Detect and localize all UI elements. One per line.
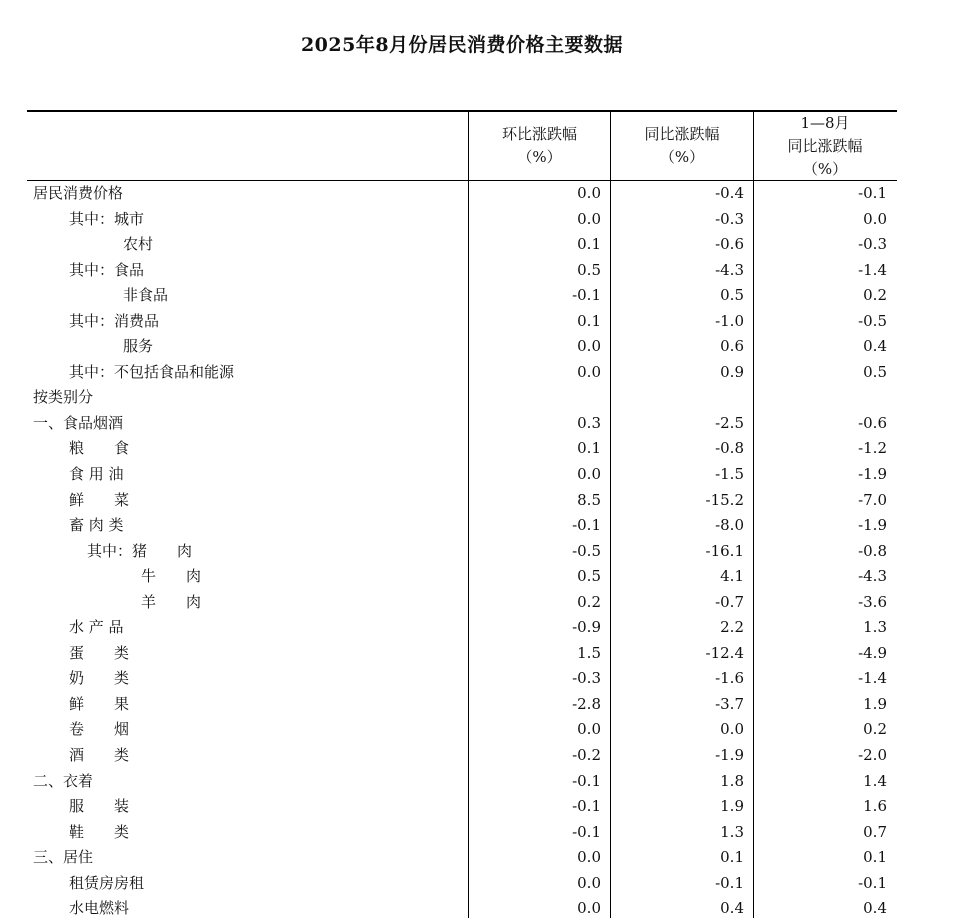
row-label: 一、食品烟酒 (33, 413, 124, 432)
mom-value: 8.5 (577, 490, 601, 509)
mom-value: -0.1 (572, 286, 601, 305)
row-label: 三、居住 (33, 848, 94, 867)
mom-value: 0.3 (577, 413, 601, 432)
yoy-value: -0.8 (715, 439, 744, 458)
mom-value: -0.1 (572, 771, 601, 790)
mom-value: 0.5 (577, 567, 601, 586)
yoy-value: 0.9 (720, 362, 744, 381)
yoy-value: -8.0 (715, 516, 744, 535)
table-row (27, 283, 897, 309)
row-label: 按类别分 (33, 388, 94, 407)
mom-value: 0.0 (577, 362, 601, 381)
ytd-value: 0.5 (863, 362, 887, 381)
mom-value: 0.0 (577, 873, 601, 892)
table-row (27, 666, 897, 692)
ytd-value: -1.9 (858, 465, 887, 484)
yoy-value: 0.5 (720, 286, 744, 305)
table-row (27, 896, 897, 922)
mom-value: 0.0 (577, 209, 601, 228)
mom-value: -0.3 (572, 669, 601, 688)
row-label: 奶 类 (69, 669, 130, 688)
yoy-value: 0.4 (720, 899, 744, 918)
mom-value: 0.0 (577, 848, 601, 867)
ytd-value: -0.1 (858, 873, 887, 892)
table-body (27, 181, 897, 922)
row-label: 其中：食品 (69, 260, 145, 279)
ytd-value: -4.9 (858, 643, 887, 662)
mom-value: 0.1 (577, 311, 601, 330)
table-row (27, 769, 897, 795)
yoy-value: -15.2 (705, 490, 744, 509)
row-label: 鞋 类 (69, 822, 130, 841)
ytd-value: 0.0 (863, 209, 887, 228)
table-row (27, 820, 897, 846)
yoy-value: -1.6 (715, 669, 744, 688)
yoy-value: -1.9 (715, 746, 744, 765)
yoy-value: -0.1 (715, 873, 744, 892)
table-row (27, 207, 897, 233)
table-row (27, 845, 897, 871)
ytd-value: -1.4 (858, 669, 887, 688)
mom-value: 0.0 (577, 184, 601, 202)
row-label: 其中：不包括食品和能源 (69, 362, 235, 381)
yoy-value: -16.1 (705, 541, 744, 560)
yoy-value: 1.9 (720, 797, 744, 816)
yoy-value: 0.0 (720, 720, 744, 739)
yoy-value: -0.4 (715, 184, 744, 202)
table-row (27, 385, 897, 411)
table-row (27, 564, 897, 590)
row-label: 服务 (123, 337, 154, 356)
row-label: 蛋 类 (69, 643, 130, 662)
ytd-value: 0.4 (863, 337, 887, 356)
ytd-value: 0.4 (863, 899, 887, 918)
ytd-value: -0.1 (858, 184, 887, 202)
mom-value: 0.0 (577, 337, 601, 356)
page-title: 2025年8月份居民消费价格主要数据 (300, 34, 624, 56)
yoy-value: 0.1 (720, 848, 744, 867)
ytd-value: -4.3 (858, 567, 887, 586)
row-label: 农村 (123, 235, 154, 254)
mom-value: 0.5 (577, 260, 601, 279)
header-yoy-change: 同比涨跌幅 （%） (644, 125, 720, 166)
ytd-value: 1.9 (863, 694, 887, 713)
ytd-value: 0.7 (863, 822, 887, 841)
yoy-value: 1.3 (720, 822, 744, 841)
ytd-value: -0.6 (858, 413, 887, 432)
ytd-value: 1.4 (863, 771, 887, 790)
yoy-value: -1.0 (715, 311, 744, 330)
table-row (27, 334, 897, 360)
ytd-value: -1.4 (858, 260, 887, 279)
yoy-value: -1.5 (715, 465, 744, 484)
yoy-value: -0.6 (715, 235, 744, 254)
ytd-value: 1.6 (863, 797, 887, 816)
table-row (27, 641, 897, 667)
ytd-value: 0.2 (863, 286, 887, 305)
row-label: 居民消费价格 (33, 184, 124, 202)
row-label: 食 用 油 (69, 465, 124, 484)
table-row (27, 590, 897, 616)
table-row (27, 513, 897, 539)
row-label: 水 产 品 (69, 618, 124, 637)
row-label: 酒 类 (69, 746, 130, 765)
ytd-value: -3.6 (858, 592, 887, 611)
mom-value: 0.0 (577, 720, 601, 739)
row-label: 鲜 菜 (69, 490, 130, 509)
table-row (27, 539, 897, 565)
table-row (27, 181, 897, 207)
mom-value: 0.1 (577, 439, 601, 458)
ytd-value: -7.0 (858, 490, 887, 509)
table-row (27, 692, 897, 718)
mom-value: -0.1 (572, 516, 601, 535)
table-row (27, 717, 897, 743)
yoy-value: -0.7 (715, 592, 744, 611)
ytd-value: -0.8 (858, 541, 887, 560)
ytd-value: 0.2 (863, 720, 887, 739)
yoy-value: 0.6 (720, 337, 744, 356)
row-label: 其中：城市 (69, 209, 145, 228)
row-label: 羊 肉 (141, 592, 202, 611)
table-row (27, 258, 897, 284)
table-row (27, 360, 897, 386)
row-label: 非食品 (123, 286, 169, 305)
mom-value: -0.5 (572, 541, 601, 560)
table-row (27, 411, 897, 437)
row-label: 服 装 (69, 797, 130, 816)
yoy-value: -3.7 (715, 694, 744, 713)
row-label: 卷 烟 (69, 720, 130, 739)
table-row (27, 743, 897, 769)
mom-value: -0.1 (572, 822, 601, 841)
mom-value: 0.0 (577, 465, 601, 484)
header-mom-change: 环比涨跌幅 （%） (501, 125, 577, 166)
row-label: 其中：消费品 (69, 311, 160, 330)
table-row (27, 871, 897, 897)
row-label: 租赁房房租 (69, 873, 145, 892)
table-row (27, 232, 897, 258)
row-label: 鲜 果 (69, 694, 130, 713)
ytd-value: -0.5 (858, 311, 887, 330)
ytd-value: -1.2 (858, 439, 887, 458)
mom-value: 0.2 (577, 592, 601, 611)
yoy-value: 2.2 (720, 618, 744, 637)
ytd-value: -1.9 (858, 516, 887, 535)
yoy-value: 1.8 (720, 771, 744, 790)
yoy-value: -0.3 (715, 209, 744, 228)
mom-value: -0.1 (572, 797, 601, 816)
table-row (27, 615, 897, 641)
row-label: 水电燃料 (69, 899, 130, 918)
yoy-value: -2.5 (715, 413, 744, 432)
yoy-value: -12.4 (705, 643, 744, 662)
table-row (27, 488, 897, 514)
table-row (27, 436, 897, 462)
ytd-value: 1.3 (863, 618, 887, 637)
row-label: 畜 肉 类 (69, 516, 124, 535)
mom-value: -0.2 (572, 746, 601, 765)
header-ytd-yoy-change: 1—8月 同比涨跌幅 （%） (787, 113, 863, 178)
ytd-value: 0.1 (863, 848, 887, 867)
row-label: 粮 食 (69, 439, 130, 458)
mom-value: 0.0 (577, 899, 601, 918)
ytd-value: -2.0 (858, 746, 887, 765)
yoy-value: -4.3 (715, 260, 744, 279)
ytd-value: -0.3 (858, 235, 887, 254)
mom-value: -0.9 (572, 618, 601, 637)
table-row (27, 794, 897, 820)
mom-value: 0.1 (577, 235, 601, 254)
row-label: 牛 肉 (141, 567, 202, 586)
row-label: 二、衣着 (33, 771, 94, 790)
row-label: 其中：猪 肉 (87, 541, 193, 560)
table-row (27, 462, 897, 488)
mom-value: -2.8 (572, 694, 601, 713)
table-row (27, 309, 897, 335)
yoy-value: 4.1 (720, 567, 744, 586)
mom-value: 1.5 (577, 643, 601, 662)
